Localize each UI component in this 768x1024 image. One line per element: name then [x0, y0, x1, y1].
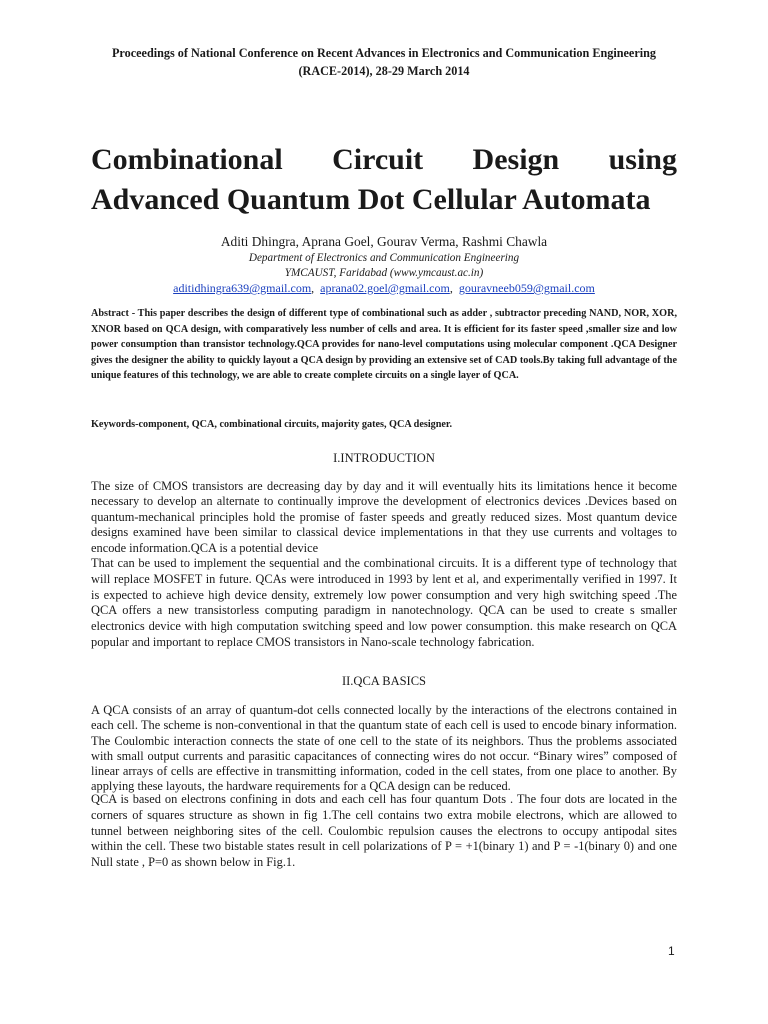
title-word: Design [472, 143, 560, 176]
paper-title-line2: Advanced Quantum Dot Cellular Automata [91, 183, 651, 216]
body-paragraph: A QCA consists of an array of quantum-dot cells connected locally by the interactions of the electrons contained in each cell. The scheme is non-conventional in that the quantum state of each cell is used to encode binary information. The Coulombic interaction connects the state of one cell to the state of its neighbors. Thus the problems associated with small output currents and parasitic capacitances of connecting wires do not occur. “Binary wires” composed of linear arrays of cells are effective in transmitting information, coded in the cell states, from one place to another. By applying these layouts, the hardware requirements for a QCA design can be reduced. [91, 703, 677, 794]
author-emails: aditidhingra639@gmail.com, aprana02.goel@gmail.com, gouravneeb059@gmail.com [173, 281, 595, 295]
paper-title-line1 [91, 140, 677, 180]
author-list: Aditi Dhingra, Aprana Goel, Gourav Verma, Rashmi Chawla [220, 234, 548, 249]
body-paragraph: The size of CMOS transistors are decreasing day by day and it will eventually hits its limitations hence it become necessary to develop an alternate to continually improve the development of electronics devices .Devices based on quantum-mechanical principles hold the promise of faster speeds and greatly reduced sizes. Most quantum device designs examined have been similar to classical device implementations in that they use currents and voltages to encode information.QCA is a potential device [91, 479, 677, 555]
abstract: Abstract - This paper describes the design of different type of combinational such as adder , subtractor preceding NAND, NOR, XOR, XNOR based on QCA design, with comparatively less number of cells and area. It is efficient for its faster speed ,smaller size and low power consumption than transistor technology.QCA provides for nano-level computations using molecular component .QCA Designer gives the designer the ability to quickly layout a QCA design by providing an extensive set of CAD tools.By taking full advantage of the unique features of this technology, we are able to create complete circuits on a single layer of QCA. [91, 308, 677, 382]
title-word: Combinational [91, 143, 283, 176]
paper-title [91, 140, 677, 220]
title-word: Circuit [332, 143, 424, 176]
title-word: using [608, 143, 677, 176]
section-heading-qca-basics: II.QCA BASICS [341, 674, 427, 688]
conference-header [60, 44, 708, 80]
conference-header-line2: (RACE-2014), 28-29 March 2014 [298, 64, 470, 78]
conference-header-line1: Proceedings of National Conference on Recent Advances in Electronics and Communication Engineering [111, 46, 657, 60]
email-link[interactable]: aditidhingra639@gmail.com [173, 281, 312, 295]
email-link[interactable]: aprana02.goel@gmail.com [320, 281, 450, 295]
institution: YMCAUST, Faridabad (www.ymcaust.ac.in) [284, 267, 484, 279]
section-heading-introduction: I.INTRODUCTION [333, 451, 435, 465]
body-paragraph: That can be used to implement the sequential and the combinational circuits. It is a different type of technology that will replace MOSFET in future. QCAs were introduced in 1993 by lent et al, and experimentally verified in 1997. It is expected to achieve high device density, extremely low power consumption and very high switching speed .The QCA offers a new transistorless computing paradigm in nanotechnology. QCA can be used to create s smaller electronics device with high computation switching speed and low power consumption. this make research on QCA popular and important to replace CMOS transistors in Nano-scale technology fabrication. [91, 556, 677, 649]
page-number: 1 [668, 944, 675, 958]
keywords: Keywords-component, QCA, combinational circuits, majority gates, QCA designer. [91, 419, 453, 430]
body-paragraph: QCA is based on electrons confining in dots and each cell has four quantum Dots . The four dots are located in the corners of squares structure as shown in fig 1.The cell contains two extra mobile electrons, which are allowed to tunnel between neighboring sites of the cell. Coulombic repulsion causes the electrons to occupy antipodal sites within the cell. These two bistable states result in cell polarizations of P = +1(binary 1) and P = -1(binary 0) and one Null state , P=0 as shown below in Fig.1. [91, 792, 677, 870]
email-link[interactable]: gouravneeb059@gmail.com [458, 281, 595, 295]
department: Department of Electronics and Communication Engineering [248, 252, 520, 264]
